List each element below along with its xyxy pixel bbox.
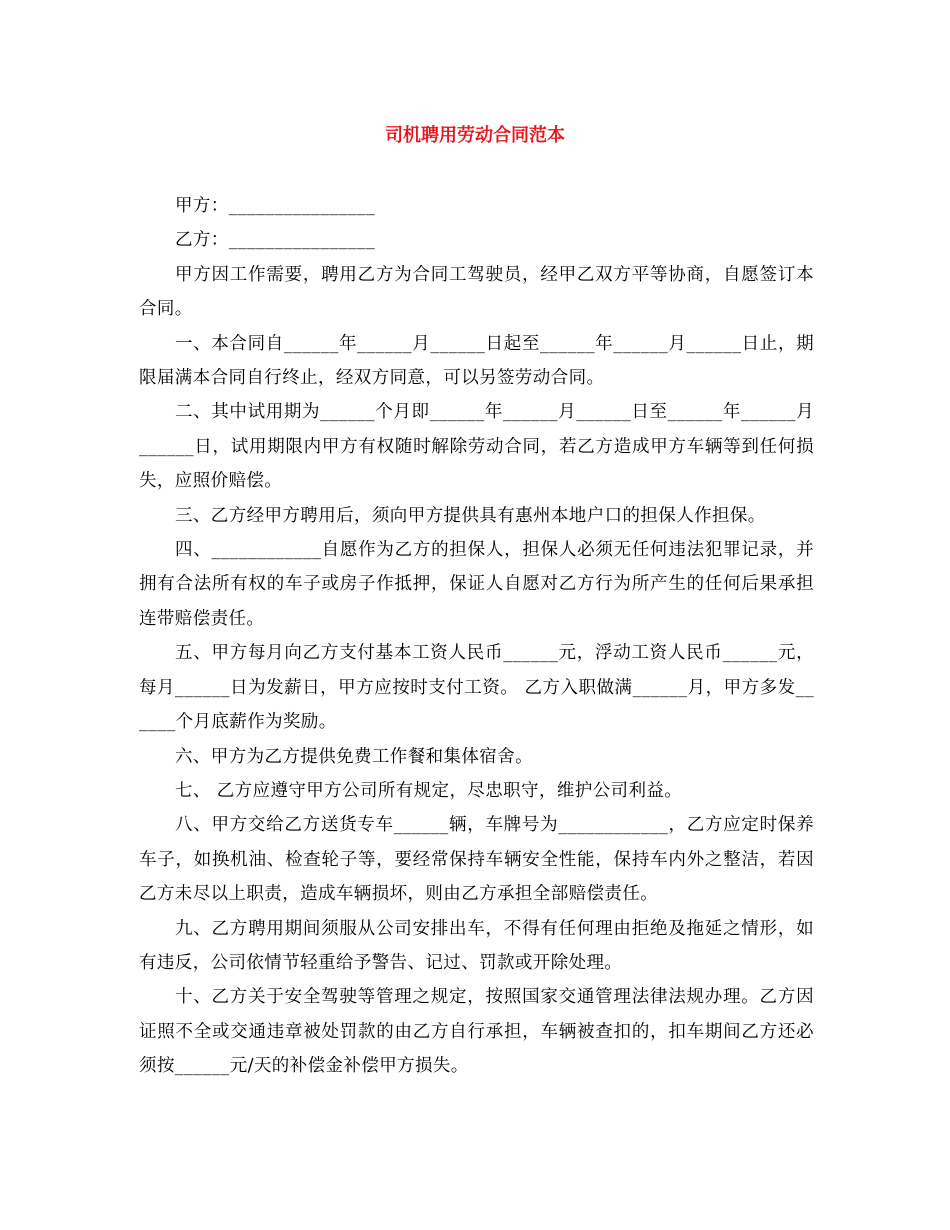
- document-title: 司机聘用劳动合同范本: [385, 125, 565, 146]
- clause-5: 五、甲方每月向乙方支付基本工资人民币______元，浮动工资人民币______元，每月______日为发薪日，甲方应按时支付工资。 乙方入职做满______月，甲方多发______个月底薪作为奖励。: [139, 643, 814, 733]
- clause-2: 二、其中试用期为______个月即______年______月______日至______年______月______日，试用期限内甲方有权随时解除劳动合同，若乙方造成甲方车辆等到任何损失，应照价赔偿。: [139, 402, 814, 492]
- clause-10: 十、乙方关于安全驾驶等管理之规定，按照国家交通管理法律法规办理。乙方因证照不全或交通违章被处罚款的由乙方自行承担，车辆被查扣的，扣车期间乙方还必须按______元/天的补偿金补偿甲方损失。: [139, 987, 814, 1077]
- clause-3: 三、乙方经甲方聘用后，须向甲方提供具有惠州本地户口的担保人作担保。: [175, 505, 766, 526]
- clause-4: 四、____________自愿作为乙方的担保人，担保人必须无任何违法犯罪记录，并拥有合法所有权的车子或房子作抵押，保证人自愿对乙方行为所产生的任何后果承担连带赔偿责任。: [139, 540, 814, 629]
- clause-7: 七、 乙方应遵守甲方公司所有规定，尽忠职守，维护公司利益。: [175, 780, 683, 801]
- clause-8: 八、甲方交给乙方送货专车______辆，车牌号为____________，乙方应定时保养车子，如换机油、检查轮子等，要经常保持车辆安全性能，保持车内外之整洁，若因乙方未尽以上职责，造成车辆损坏，则由乙方承担全部赔偿责任。: [139, 815, 814, 905]
- preamble-paragraph: 甲方因工作需要，聘用乙方为合同工驾驶员，经甲乙双方平等协商，自愿签订本合同。: [139, 264, 814, 320]
- clause-9: 九、乙方聘用期间须服从公司安排出车，不得有任何理由拒绝及拖延之情形，如有违反，公司依情节轻重给予警告、记过、罚款或开除处理。: [139, 918, 814, 973]
- party-a-line: 甲方：________________: [175, 196, 376, 216]
- clause-6: 六、甲方为乙方提供免费工作餐和集体宿舍。: [175, 746, 533, 767]
- clause-1: 一、本合同自______年______月______日起至______年______月______日止，期限届满本合同自行终止，经双方同意，可以另签劳动合同。: [139, 333, 814, 389]
- party-b-line: 乙方：________________: [175, 230, 376, 251]
- document-body: [139, 189, 814, 1084]
